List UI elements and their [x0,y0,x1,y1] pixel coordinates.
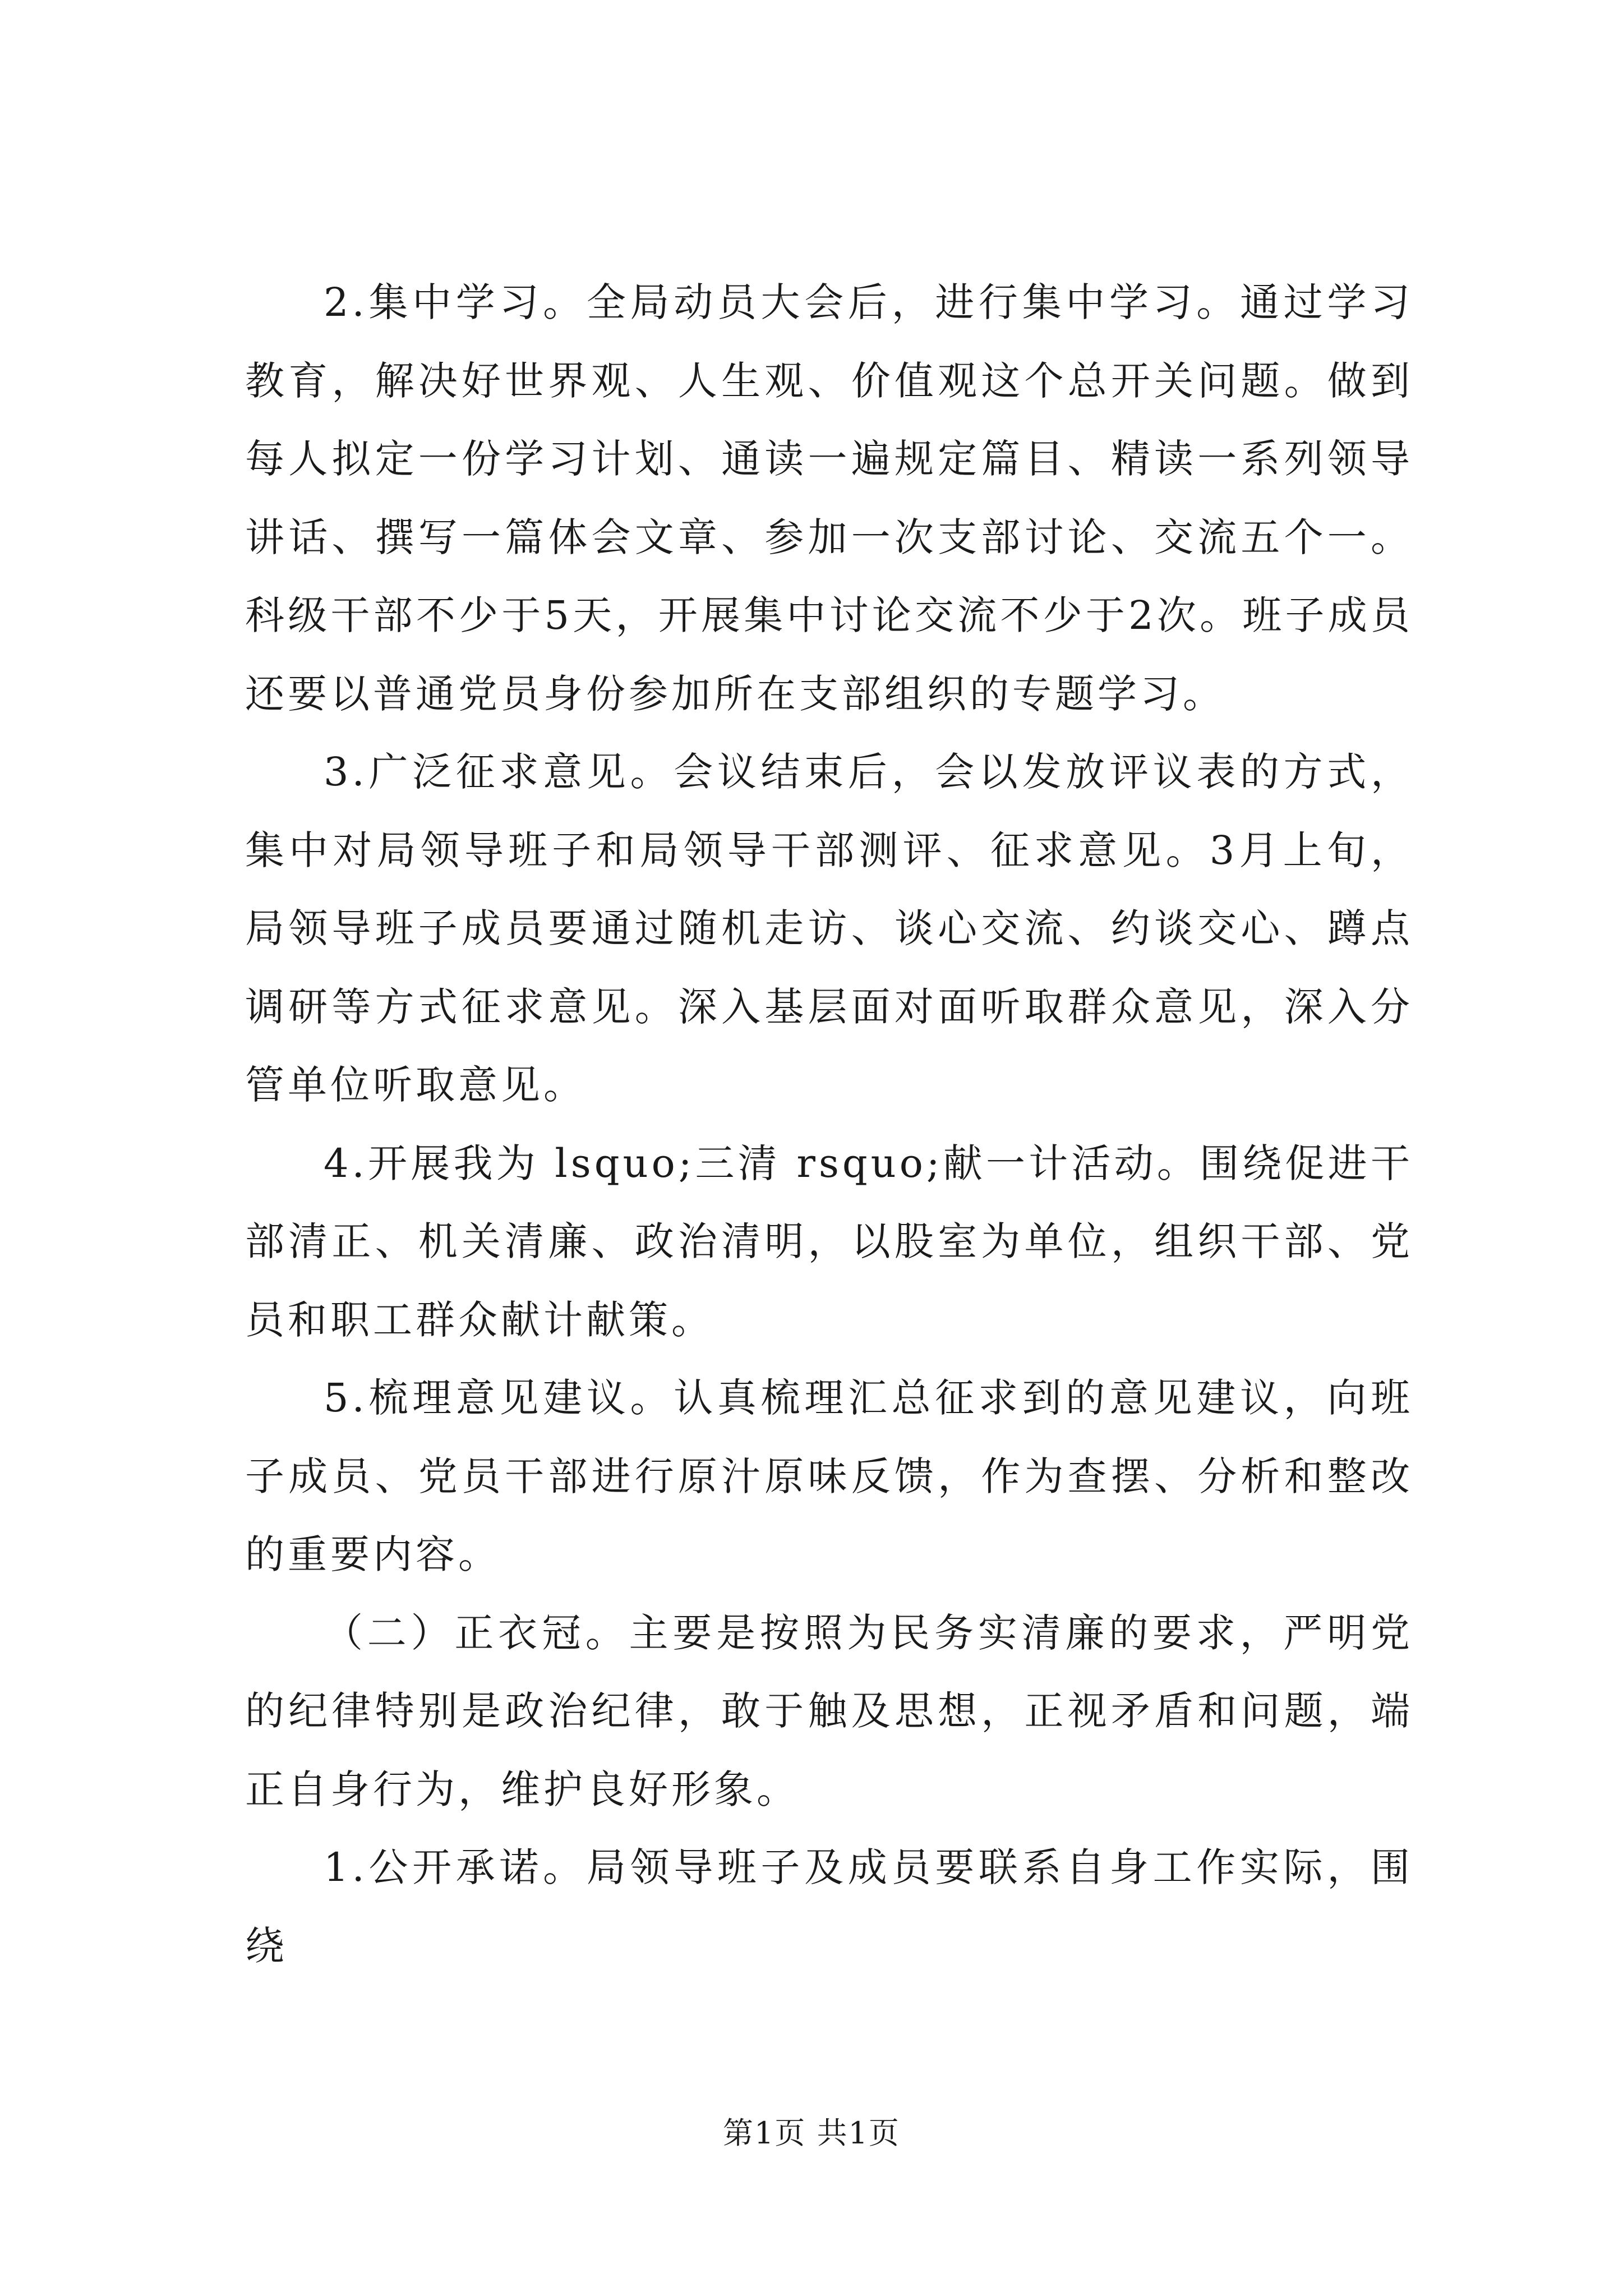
paragraph-public-commitment: 1.公开承诺。局领导班子及成员要联系自身工作实际，围绕 [245,1844,1413,1969]
paragraph-solicit-opinions: 3.广泛征求意见。会议结束后，会以发放评议表的方式，集中对局领导班子和局领导干部测评、征求意见。3月上旬，局领导班子成员要通过随机走访、谈心交流、约谈交心、蹲点调研等方式征求意见。深入基层面对面听取群众意见，深入分管单位听取意见。 [245,749,1413,1108]
paragraph-section-two: （二）正衣冠。主要是按照为民务实清廉的要求，严明党的纪律特别是政治纪律，敢于触及思想，正视矛盾和问题，端正自身行为，维护良好形象。 [245,1609,1413,1812]
paragraph-suggestion-activity: 4.开展我为 lsquo;三清 rsquo;献一计活动。围绕促进干部清正、机关清廉、政治清明，以股室为单位，组织干部、党员和职工群众献计献策。 [245,1140,1413,1343]
document-body [245,264,1413,1985]
page-footer: 第1页 共1页 [723,2115,900,2151]
paragraph-sort-opinions: 5.梳理意见建议。认真梳理汇总征求到的意见建议，向班子成员、党员干部进行原汁原味反馈，作为查摆、分析和整改的重要内容。 [245,1375,1413,1577]
paragraph-centralized-study: 2.集中学习。全局动员大会后，进行集中学习。通过学习教育，解决好世界观、人生观、价值观这个总开关问题。做到每人拟定一份学习计划、通读一遍规定篇目、精读一系列领导讲话、撰写一篇体会文章、参加一次支部讨论、交流五个一。科级干部不少于5天，开展集中讨论交流不少于2次。班子成员还要以普通党员身份参加所在支部组织的专题学习。 [245,279,1413,717]
